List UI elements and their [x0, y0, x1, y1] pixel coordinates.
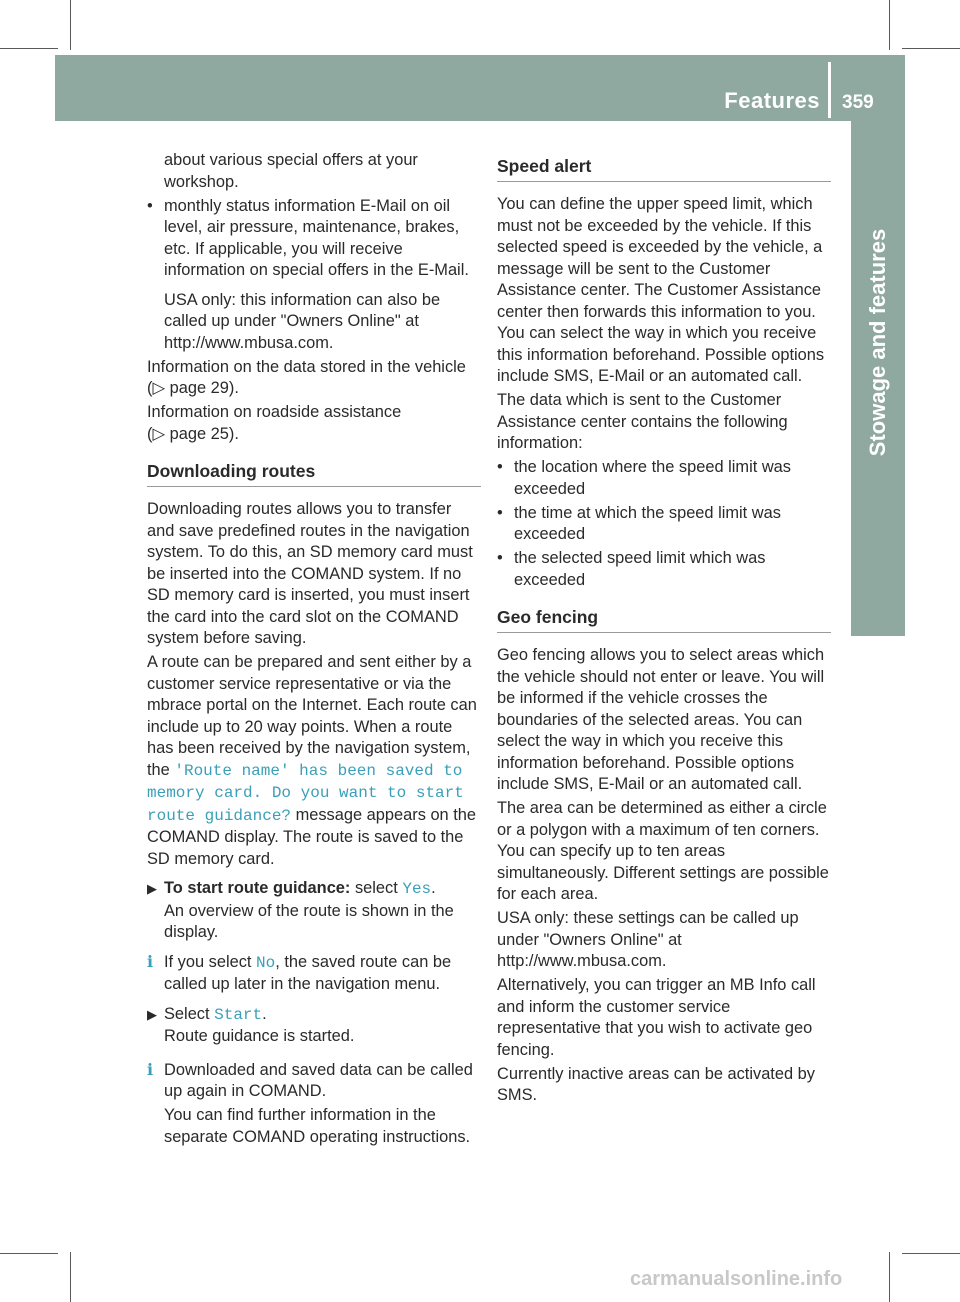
list-item [147, 196, 481, 282]
list-item [497, 457, 831, 500]
info-note [147, 952, 481, 996]
step-text: select [354, 879, 398, 897]
crop-mark [889, 0, 890, 50]
usa-note: USA only: this information can also be called up under "Owners Online" at http://www.mbusa.com. [164, 290, 441, 352]
paragraph-text: A route can be prepared and sent either by a customer service representative or via the mbrace portal on the Internet. Each route can include up to 20 way points. When a route has been received by the navigation system, the [147, 653, 477, 779]
speed-paragraph: You can define the upper speed limit, which must not be exceeded by the vehicle. If this selected speed is exceeded by the vehicle, a message will be sent to the Customer Assistance center. The Customer Assistance center then forwards this information to you. You can select the way in which you receive this information beforehand. Possible options include SMS, E-Mail or an automated call. [497, 195, 825, 385]
left-column [147, 150, 481, 1151]
downloading-paragraph-2 [147, 652, 481, 870]
step-start-guidance: ▶ To start route guidance: select Yes. An overview of the route is shown in the display. [147, 879, 454, 941]
speed-alert-heading: Speed alert [497, 154, 831, 182]
paragraph-text: message appears on the COMAND display. The route is saved to the SD memory card. [147, 805, 477, 868]
option-no: No [256, 953, 276, 972]
info-text: Downloaded and saved data can be called up again in COMAND. [164, 1060, 473, 1100]
page-number: 359 [842, 92, 874, 113]
list-item [497, 503, 831, 546]
bullet-mark: • [497, 458, 503, 476]
roadside-line: Information on roadside assistance [147, 403, 402, 421]
crop-mark [0, 1253, 58, 1254]
speed-paragraph-2: The data which is sent to the Customer Assistance center contains the following information: [497, 391, 788, 452]
watermark: carmanualsonline.info [630, 1268, 843, 1290]
crop-mark [889, 1252, 890, 1302]
info-icon: i [147, 1059, 154, 1079]
crop-mark [902, 1253, 960, 1254]
list-item [497, 548, 831, 591]
bullet-mark: • [147, 196, 153, 215]
bullet-text: monthly status information E-Mail on oil level, air pressure, maintenance, brakes, etc. If applicable, you will receive information on special offers in the E-Mail. [164, 196, 469, 279]
crop-mark [902, 48, 960, 49]
data-stored-text [147, 357, 481, 400]
header-divider [828, 62, 831, 118]
step-result: An overview of the route is shown in the display. [164, 901, 454, 941]
step-bold: To start route guidance: [164, 879, 351, 897]
roadside-text [147, 402, 481, 445]
option-start: Start [214, 1005, 263, 1024]
step-text: Select [164, 1004, 210, 1023]
info-icon: i [147, 951, 154, 971]
page-reference: (▷ page 25). [147, 424, 239, 443]
step-arrow-icon: ▶ [147, 881, 157, 896]
geo-paragraph: Currently inactive areas can be activated by SMS. [497, 1064, 815, 1104]
option-yes: Yes [402, 880, 432, 898]
info-text: If you select [164, 952, 252, 971]
side-tab-label: Stowage and features [865, 228, 890, 457]
geo-fencing-heading: Geo fencing [497, 605, 831, 633]
geo-paragraph: Geo fencing allows you to select areas which the vehicle should not enter or leave. You will be informed if the vehicle crosses the boundaries of the selected areas. You can select the way in which you receive this information beforehand. Possible options include SMS, E-Mail or an automated call. [497, 646, 825, 793]
data-stored-line: Information on the data stored in the vehicle [147, 357, 466, 376]
geo-paragraph: USA only: these settings can be called up under "Owners Online" at http://www.mbusa.com. [497, 909, 799, 970]
display-message: 'Route name' has been saved to memory card. Do you want to start route guidance? [147, 761, 464, 825]
section-title: Features [724, 88, 820, 113]
geo-paragraph: Alternatively, you can trigger an MB Info call and inform the customer service representative that you wish to activate geo fencing. [497, 976, 816, 1059]
downloading-heading: Downloading routes [147, 459, 481, 487]
right-column [497, 150, 831, 1109]
bullet-text: the location where the speed limit was exceeded [514, 458, 791, 498]
info-note [147, 1060, 481, 1103]
step-select-start: ▶ Select Start. Route guidance is started. [147, 1004, 355, 1045]
intro-continuation: about various special offers at your workshop. [164, 151, 418, 191]
step-result: Route guidance is started. [164, 1027, 355, 1045]
info-text: , the saved route can be called up later in the navigation menu. [164, 952, 452, 993]
bullet-mark: • [497, 549, 503, 567]
bullet-text: the selected speed limit which was exceeded [514, 549, 766, 589]
geo-paragraph: The area can be determined as either a circle or a polygon with a maximum of ten corners. You can specify up to ten areas simultaneously. Different settings are possible for each area. [497, 799, 829, 903]
downloading-paragraph: Downloading routes allows you to transfer and save predefined routes in the navigation system. To do this, an SD memory card must be inserted into the COMAND system. If no SD memory card is inserted, you must insert the card into the card slot on the COMAND system before saving. [147, 500, 473, 647]
crop-mark [0, 48, 58, 49]
crop-mark [70, 0, 71, 50]
bullet-mark: • [497, 503, 503, 522]
crop-mark [70, 1252, 71, 1302]
bullet-text: the time at which the speed limit was exceeded [514, 503, 781, 543]
info-more: You can find further information in the separate COMAND operating instructions. [164, 1106, 471, 1146]
page-reference: (▷ page 29). [147, 379, 239, 397]
step-arrow-icon: ▶ [147, 1006, 157, 1022]
